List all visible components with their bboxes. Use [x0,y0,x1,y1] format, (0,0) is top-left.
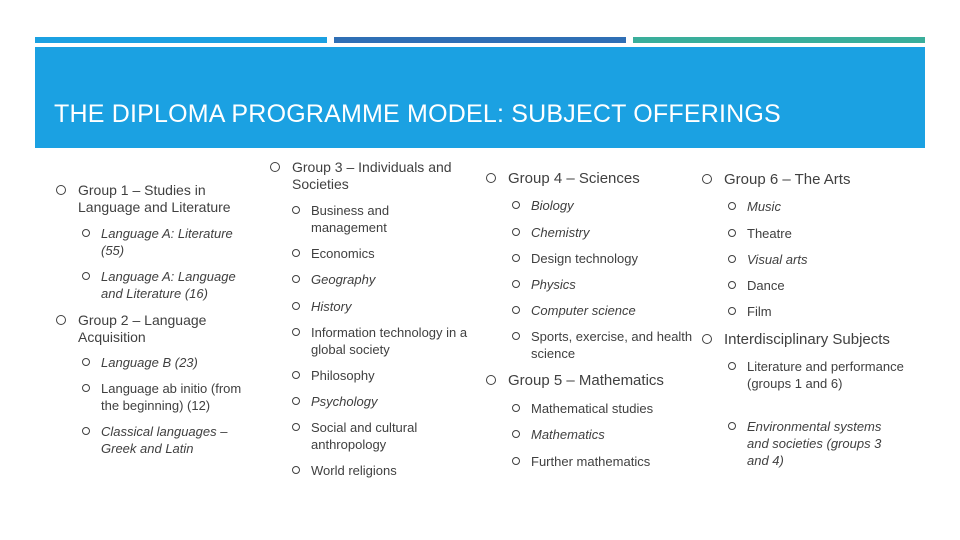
circle-bullet-icon [728,202,736,210]
accent-bar-2 [334,37,626,43]
circle-bullet-icon [512,404,520,412]
circle-bullet-icon [702,174,712,184]
circle-bullet-icon [292,302,300,310]
circle-bullet-icon [56,185,66,195]
title-banner [35,47,925,148]
circle-bullet-icon [486,375,496,385]
group-4-heading: Group 4 – Sciences [486,170,686,188]
circle-bullet-icon [292,371,300,379]
circle-bullet-icon [728,362,736,370]
list-item: World religions [292,462,452,479]
circle-bullet-icon [292,397,300,405]
circle-bullet-icon [728,255,736,263]
circle-bullet-icon [512,457,520,465]
list-item: Language B (23) [82,354,252,371]
list-item: Information technology in a global society [292,324,472,358]
circle-bullet-icon [82,272,90,280]
circle-bullet-icon [728,229,736,237]
circle-bullet-icon [292,466,300,474]
list-item: Language ab initio (from the beginning) (12) [82,380,262,414]
list-item: Dance [728,277,898,294]
list-item: Language A: Literature (55) [82,225,252,259]
circle-bullet-icon [702,334,712,344]
circle-bullet-icon [82,384,90,392]
list-item: Psychology [292,393,452,410]
list-item: Economics [292,245,452,262]
list-item: Mathematics [512,426,692,443]
circle-bullet-icon [82,358,90,366]
circle-bullet-icon [82,427,90,435]
circle-bullet-icon [292,275,300,283]
list-item: Geography [292,271,452,288]
circle-bullet-icon [512,430,520,438]
list-item: Film [728,303,898,320]
list-item: Philosophy [292,367,452,384]
circle-bullet-icon [512,306,520,314]
circle-bullet-icon [292,249,300,257]
interdisciplinary-heading: Interdisciplinary Subjects [702,331,922,349]
circle-bullet-icon [728,307,736,315]
list-item: Literature and performance (groups 1 and 6) [728,358,906,392]
group-2-heading: Group 2 – Language Acquisition [56,312,226,346]
circle-bullet-icon [728,422,736,430]
list-item: History [292,298,452,315]
group-5-heading: Group 5 – Mathematics [486,372,686,390]
list-item: Environmental systems and societies (groups 3 and 4) [728,418,906,469]
circle-bullet-icon [270,162,280,172]
list-item: Social and cultural anthropology [292,419,452,453]
list-item: Visual arts [728,251,898,268]
circle-bullet-icon [292,328,300,336]
group-1-heading: Group 1 – Studies in Language and Literature [56,182,241,216]
list-item: Chemistry [512,224,692,241]
accent-bar-1 [35,37,327,43]
list-item: Physics [512,276,692,293]
list-item: Computer science [512,302,692,319]
circle-bullet-icon [512,228,520,236]
accent-bar-3 [633,37,925,43]
list-item: Business and management [292,202,442,236]
group-6-heading: Group 6 – The Arts [702,171,902,189]
group-3-heading: Group 3 – Individuals and Societies [270,159,465,193]
circle-bullet-icon [292,206,300,214]
circle-bullet-icon [82,229,90,237]
list-item: Theatre [728,225,898,242]
list-item: Classical languages – Greek and Latin [82,423,257,457]
circle-bullet-icon [512,254,520,262]
list-item: Sports, exercise, and health science [512,328,697,362]
circle-bullet-icon [292,423,300,431]
list-item: Music [728,198,898,215]
list-item: Mathematical studies [512,400,692,417]
circle-bullet-icon [56,315,66,325]
circle-bullet-icon [512,332,520,340]
slide-title: THE DIPLOMA PROGRAMME MODEL: SUBJECT OFFERINGS [54,100,781,128]
circle-bullet-icon [512,201,520,209]
circle-bullet-icon [486,173,496,183]
list-item: Design technology [512,250,692,267]
list-item: Further mathematics [512,453,692,470]
circle-bullet-icon [512,280,520,288]
circle-bullet-icon [728,281,736,289]
list-item: Biology [512,197,692,214]
list-item: Language A: Language and Literature (16) [82,268,252,302]
